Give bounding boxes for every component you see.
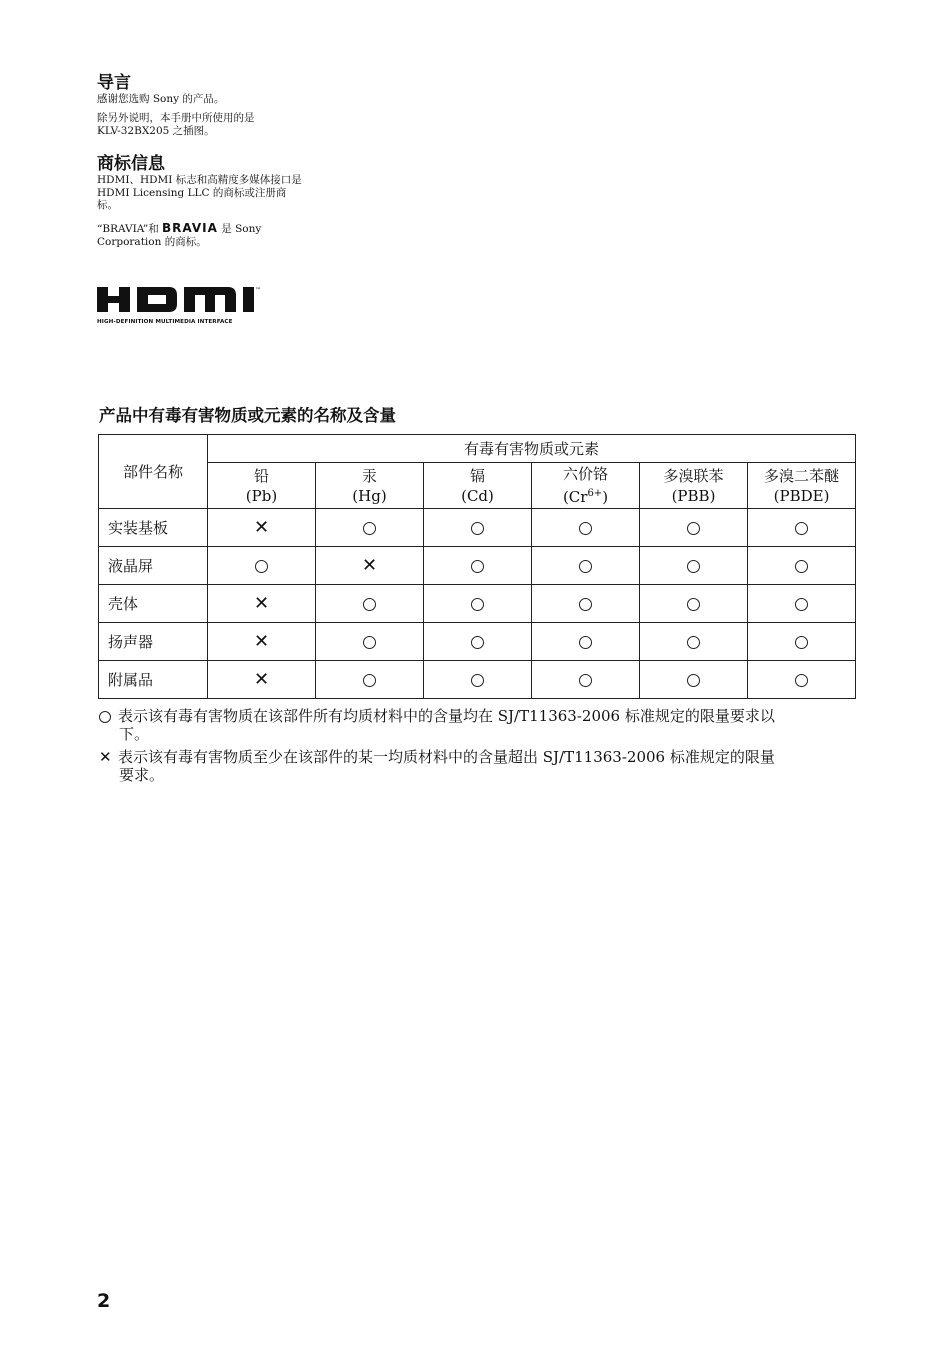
table-row (99, 547, 856, 585)
row-part-name: 扬声器 (99, 623, 208, 661)
circle-mark-icon (532, 661, 640, 699)
bravia-logo: BRAVIA (162, 221, 218, 235)
column-symbol-sup: 6+ (587, 488, 603, 499)
column-name: 多溴联苯 (663, 466, 724, 485)
trademark-hdmi-line1: HDMI、HDMI 标志和高精度多媒体接口是 (97, 174, 302, 186)
circle-mark-icon (316, 509, 424, 547)
substance-group-header: 有毒有害物质或元素 (208, 435, 856, 463)
note-circle-line1: 表示该有毒有害物质在该部件所有均质材料中的含量均在 SJ/T11363-2006 标准规定的限量要求以 (118, 707, 775, 725)
column-symbol (640, 486, 747, 506)
circle-mark-icon (424, 661, 532, 699)
intro-note-line1: 除另外说明，本手册中所使用的是 (97, 112, 255, 124)
circle-mark-icon (424, 547, 532, 585)
column-symbol-text: (PBB) (671, 486, 716, 505)
circle-mark-icon (532, 585, 640, 623)
circle-mark-icon (316, 585, 424, 623)
substance-table (98, 434, 856, 699)
circle-mark-icon (640, 585, 748, 623)
intro-note-line2: KLV-32BX205 之插图。 (97, 124, 215, 137)
column-name: 多溴二苯醚 (764, 466, 840, 485)
circle-mark-icon (748, 623, 856, 661)
circle-mark-icon (748, 509, 856, 547)
table-row (99, 509, 856, 547)
cross-mark-icon: ✕ (208, 661, 316, 699)
cross-mark-icon: ✕ (208, 585, 316, 623)
table-title: 产品中有毒有害物质或元素的名称及含量 (99, 406, 396, 425)
note-cross-line2: 要求。 (119, 766, 165, 784)
trademark-hdmi (97, 174, 347, 212)
cross-mark-icon: ✕ (208, 509, 316, 547)
table-row (99, 623, 856, 661)
column-header (748, 463, 856, 509)
circle-mark-icon (532, 509, 640, 547)
cross-mark-icon: ✕ (208, 623, 316, 661)
column-symbol-text: (Pb) (245, 486, 278, 505)
trademark-bravia (97, 222, 347, 248)
column-symbol-text: (PBDE) (773, 486, 830, 505)
row-part-name: 实装基板 (99, 509, 208, 547)
note-cross-line1: 表示该有毒有害物质至少在该部件的某一均质材料中的含量超出 SJ/T11363-2006 标准规定的限量 (118, 748, 775, 766)
circle-mark-icon (748, 661, 856, 699)
hdmi-subtitle: HIGH-DEFINITION MULTIMEDIA INTERFACE (97, 319, 233, 325)
row-part-name: 液晶屏 (99, 547, 208, 585)
circle-mark-icon (640, 509, 748, 547)
row-part-name: 壳体 (99, 585, 208, 623)
intro-thanks: 感谢您选购 Sony 的产品。 (97, 93, 225, 105)
bravia-pre: “BRAVIA”和 (97, 223, 159, 235)
trademark-hdmi-line3: 标。 (97, 199, 118, 211)
cross-mark-icon: ✕ (316, 547, 424, 585)
note-circle (99, 707, 859, 743)
column-name: 六价铬 (562, 465, 608, 483)
trademark-hdmi-line2: HDMI Licensing LLC 的商标或注册商 (97, 186, 287, 199)
circle-mark-icon (640, 623, 748, 661)
column-header (424, 463, 532, 509)
circle-mark-icon (424, 623, 532, 661)
column-header (532, 463, 640, 509)
circle-mark-icon (424, 585, 532, 623)
trademark-bravia-line1 (97, 222, 347, 236)
table-body (99, 509, 856, 699)
row-part-name: 附属品 (99, 661, 208, 699)
page-number: 2 (97, 1290, 111, 1312)
trademark-bravia-line2: Corporation 的商标。 (97, 235, 207, 248)
column-symbol-text: (Cd) (461, 486, 494, 505)
column-header-row (99, 463, 856, 509)
circle-mark-icon (748, 585, 856, 623)
column-symbol (748, 486, 855, 506)
circle-mark-icon (316, 661, 424, 699)
circle-mark-icon (532, 623, 640, 661)
column-symbol-text: (Hg) (352, 486, 387, 505)
column-name: 镉 (469, 466, 485, 485)
hdmi-tm: ™ (255, 287, 261, 294)
column-header (316, 463, 424, 509)
circle-symbol-icon (99, 707, 118, 725)
circle-mark-icon (532, 547, 640, 585)
circle-mark-icon (424, 509, 532, 547)
column-header (640, 463, 748, 509)
column-symbol-close: ) (602, 488, 609, 506)
circle-mark-icon (208, 547, 316, 585)
column-symbol (316, 486, 423, 506)
column-header (208, 463, 316, 509)
table-row (99, 661, 856, 699)
column-name: 汞 (361, 466, 377, 485)
trademark-title: 商标信息 (97, 154, 165, 174)
intro-note (97, 112, 337, 137)
circle-mark-icon (640, 547, 748, 585)
note-cross (99, 748, 859, 784)
column-name: 铅 (253, 466, 269, 485)
column-symbol-text: (Cr (562, 488, 588, 506)
note-circle-line2: 下。 (119, 725, 150, 743)
table-row (99, 585, 856, 623)
column-symbol (532, 484, 639, 507)
circle-mark-icon (748, 547, 856, 585)
intro-title: 导言 (97, 73, 131, 93)
circle-mark-icon (316, 623, 424, 661)
bravia-post: 是 Sony (221, 223, 262, 235)
cross-symbol-icon: ✕ (99, 748, 112, 766)
circle-mark-icon (640, 661, 748, 699)
part-name-header: 部件名称 (99, 435, 208, 509)
column-symbol (424, 486, 531, 506)
column-symbol (208, 486, 315, 506)
